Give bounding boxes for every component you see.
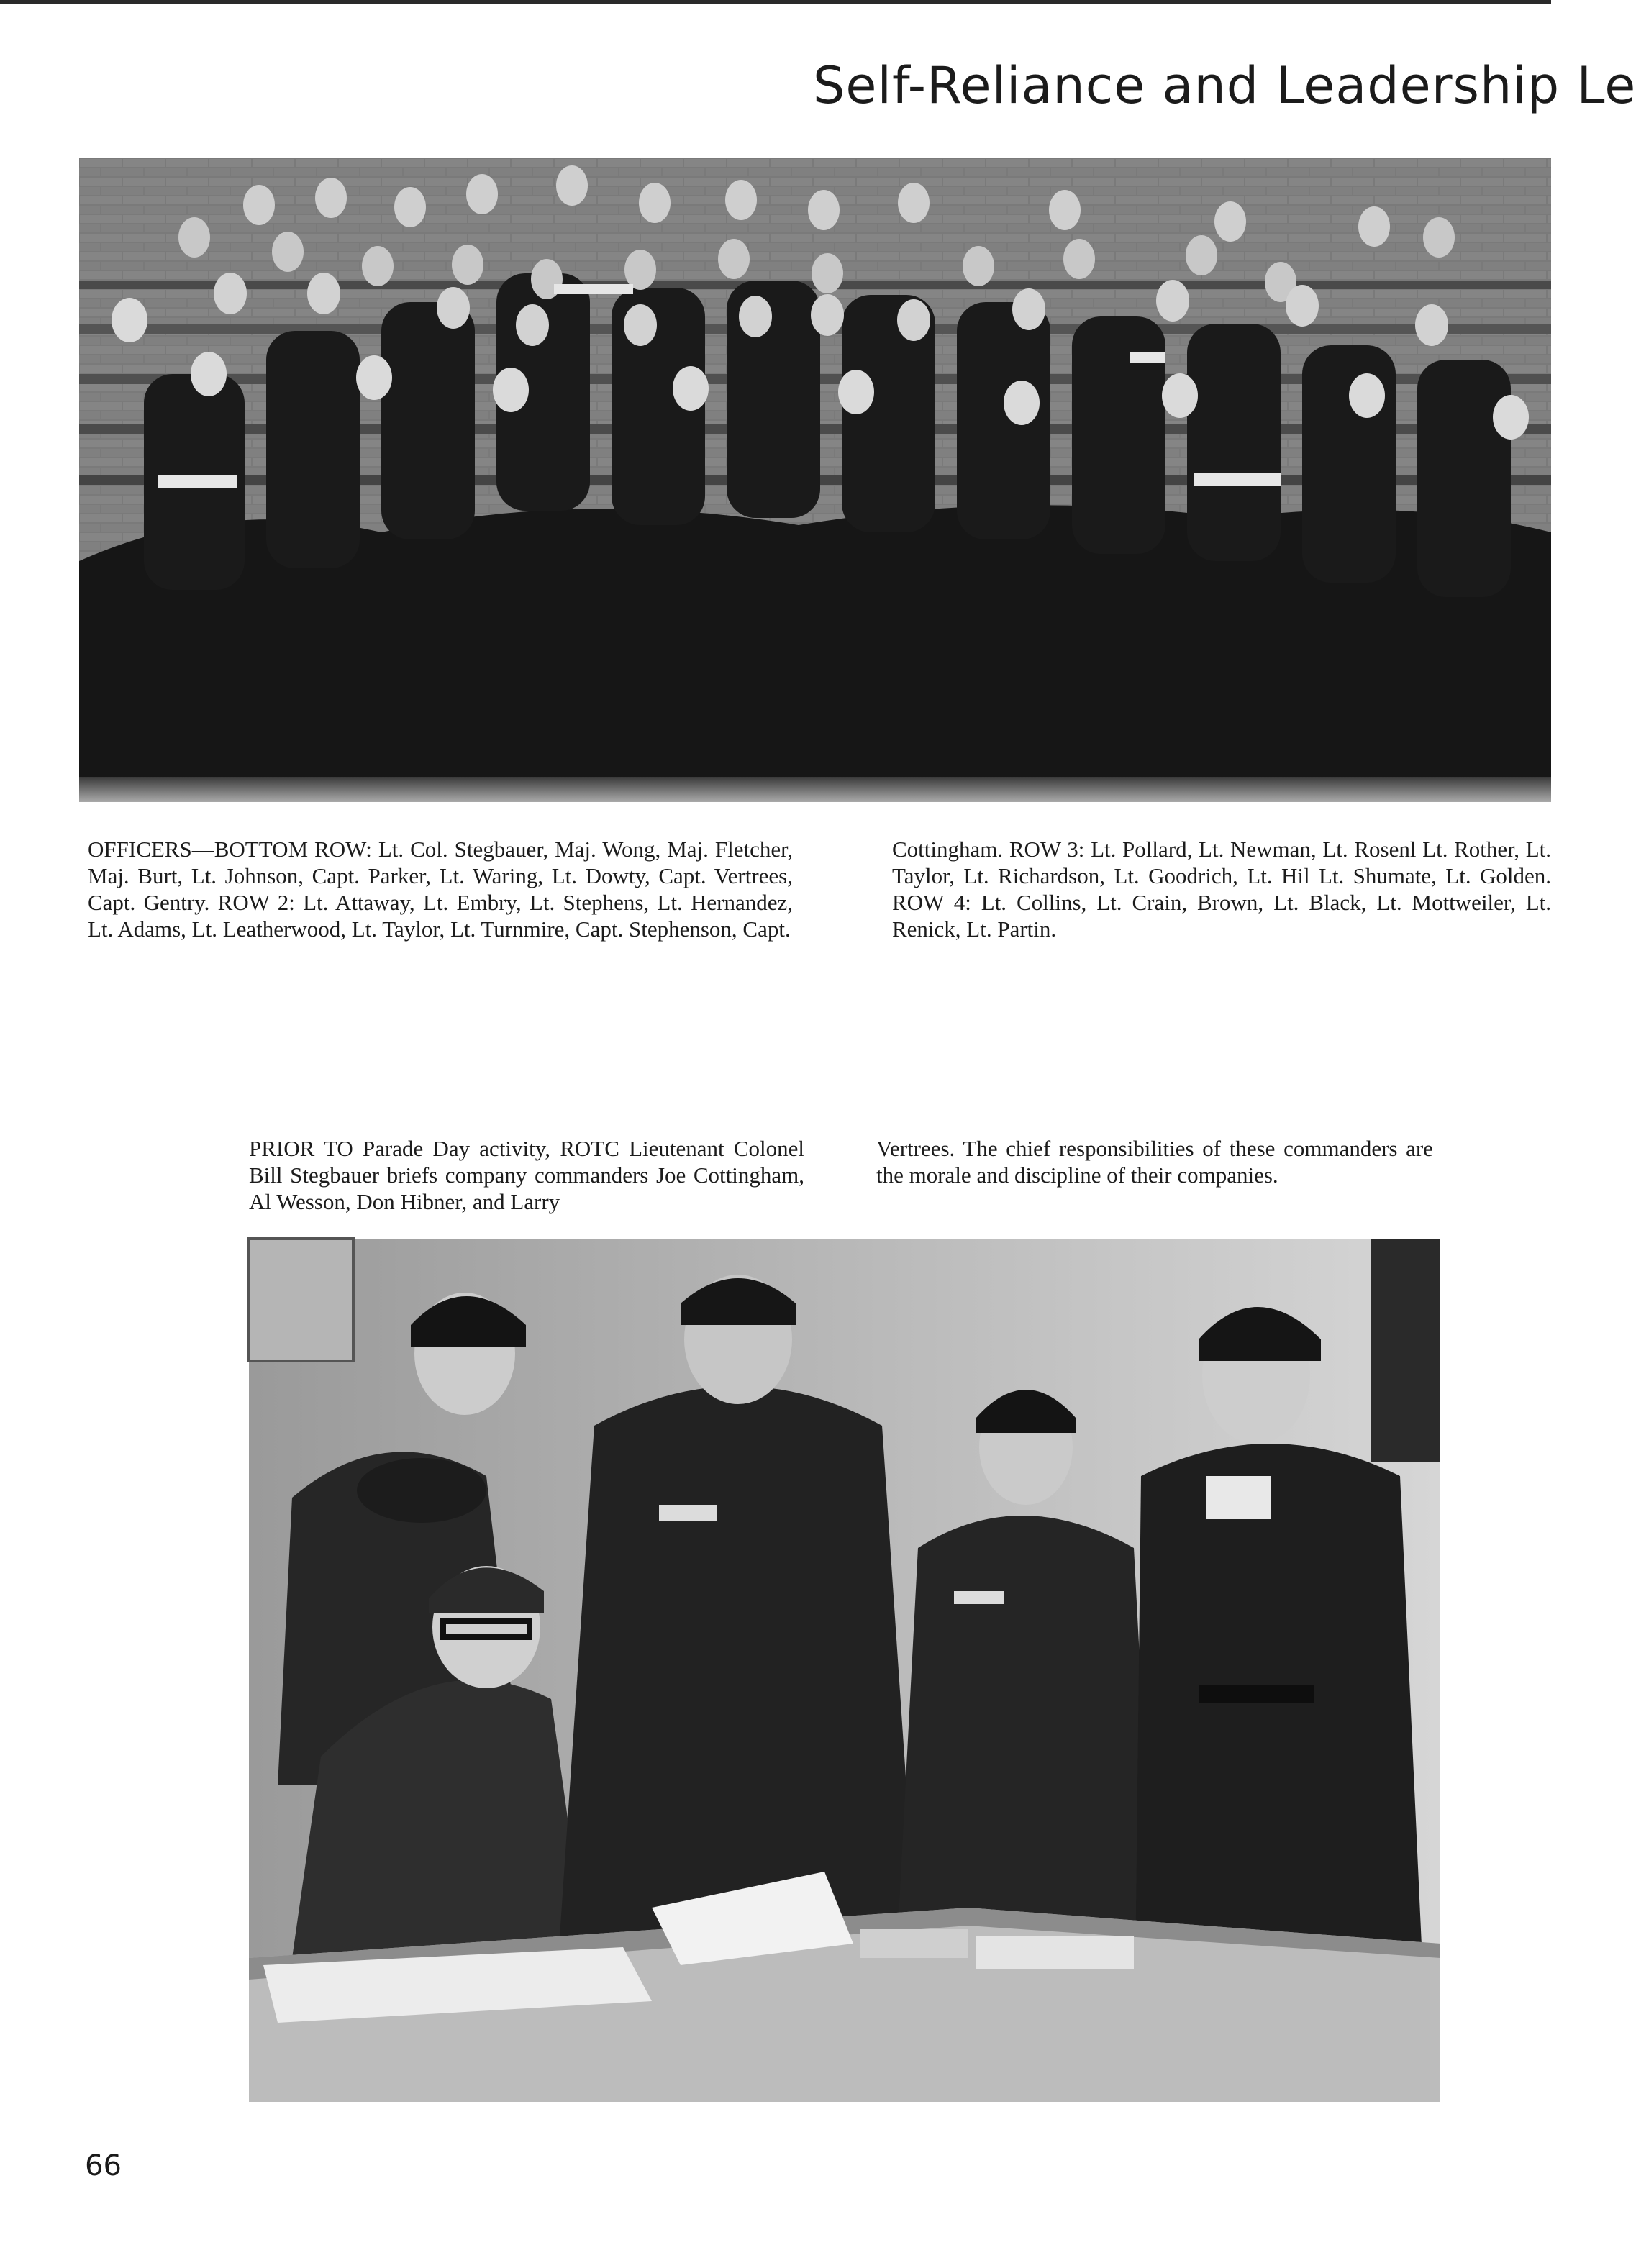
group-photo-caption-right: Cottingham. ROW 3: Lt. Pollard, Lt. Newman, Lt. Rosenl Lt. Rother, Lt. Taylor, Lt. Richardson, Lt. Goodrich, Lt. Hil Lt. Shumate, Lt. Golden. ROW 4: Lt. Collins, Lt. Crain, Brown, Lt. Black, Lt. Mottweiler, Lt. Renick, Lt. Partin. (892, 837, 1551, 942)
officers-group-photo-art (79, 158, 1551, 802)
officers-group-photo (79, 158, 1551, 802)
desk-photo-caption-right: Vertrees. The chief responsibilities of these commanders are the morale and discipline of their companies. (876, 1136, 1433, 1188)
group-photo-caption-left: OFFICERS—BOTTOM ROW: Lt. Col. Stegbauer, Maj. Wong, Maj. Fletcher, Maj. Burt, Lt. Johnson, Capt. Parker, Lt. Waring, Lt. Dowty, Capt. Vertrees, Capt. Gentry. ROW 2: Lt. Attaway, Lt. Embry, Lt. Stephens, Lt. Hernandez, Lt. Adams, Lt. Leatherwood, Lt. Taylor, Lt. Turnmire, Capt. Stephenson, Capt. (88, 837, 793, 942)
desk-photo-caption-left: PRIOR TO Parade Day activity, ROTC Lieutenant Colonel Bill Stegbauer briefs company commanders Joe Cottingham, Al Wesson, Don Hibner, and Larry (249, 1136, 804, 1214)
commanders-briefing-photo (249, 1239, 1440, 2102)
page-number: 66 (85, 2149, 122, 2182)
commanders-briefing-photo-art (249, 1239, 1440, 2102)
top-border-rule (0, 0, 1551, 4)
page-headline: Self-Reliance and Leadership Le (813, 56, 1636, 115)
